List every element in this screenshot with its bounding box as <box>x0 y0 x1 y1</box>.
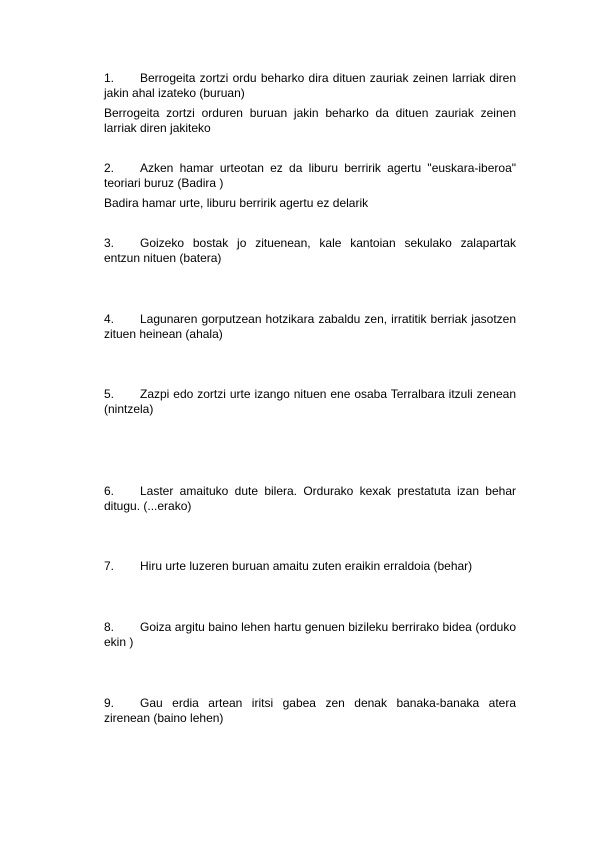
exercise-item-4 <box>104 312 516 342</box>
exercise-number: 7. <box>104 559 115 573</box>
exercise-question-text: Goiza argitu baino lehen hartu genuen bizileku berrirako bidea (orduko ekin ) <box>104 620 516 649</box>
exercise-item-2 <box>104 161 516 211</box>
exercise-item-5 <box>104 387 516 417</box>
exercise-number: 5. <box>104 387 115 401</box>
exercise-question <box>104 71 516 101</box>
exercise-number: 4. <box>104 312 115 326</box>
exercise-item-3 <box>104 236 516 266</box>
exercise-question <box>104 559 516 574</box>
exercise-number: 6. <box>104 484 115 498</box>
exercise-number: 2. <box>104 161 115 175</box>
exercise-question-text: Laster amaituko dute bilera. Ordurako kexak prestatuta izan behar ditugu. (...erako) <box>104 484 516 513</box>
exercise-question <box>104 161 516 191</box>
exercise-question <box>104 696 516 726</box>
exercise-question <box>104 387 516 417</box>
exercise-question-text: Azken hamar urteotan ez da liburu berririk agertu "euskara-iberoa" teoriari buruz (Badira ) <box>104 161 516 190</box>
exercise-question-text: Lagunaren gorputzean hotzikara zabaldu zen, irratitik berriak jasotzen zituen heinean (ahala) <box>104 312 516 341</box>
exercise-question-text: Gau erdia artean iritsi gabea zen denak banaka-banaka atera zirenean (baino lehen) <box>104 696 516 725</box>
exercise-item-1 <box>104 71 516 136</box>
exercise-question <box>104 312 516 342</box>
exercise-answer: Berrogeita zortzi orduren buruan jakin beharko da dituen zauriak zeinen larriak diren jakiteko <box>104 106 516 135</box>
exercise-question-text: Zazpi edo zortzi urte izango nituen ene osaba Terralbara itzuli zenean (nintzela) <box>104 387 516 416</box>
exercise-question-text: Berrogeita zortzi ordu beharko dira dituen zauriak zeinen larriak diren jakin ahal izateko (buruan) <box>104 71 516 100</box>
exercise-item-9 <box>104 696 516 726</box>
exercise-item-6 <box>104 484 516 514</box>
exercise-question <box>104 236 516 266</box>
exercise-number: 1. <box>104 71 115 85</box>
exercise-item-7 <box>104 559 516 574</box>
exercise-question <box>104 620 516 650</box>
exercise-question-text: Goizeko bostak jo zituenean, kale kantoian sekulako zalapartak entzun nituen (batera) <box>104 236 516 265</box>
exercise-item-8 <box>104 620 516 650</box>
exercise-question <box>104 484 516 514</box>
exercise-question-text: Hiru urte luzeren buruan amaitu zuten eraikin erraldoia (behar) <box>140 559 473 573</box>
exercise-answer: Badira hamar urte, liburu berririk agertu ez delarik <box>104 196 369 210</box>
exercise-number: 9. <box>104 696 115 710</box>
exercise-number: 3. <box>104 236 115 250</box>
exercise-number: 8. <box>104 620 115 634</box>
